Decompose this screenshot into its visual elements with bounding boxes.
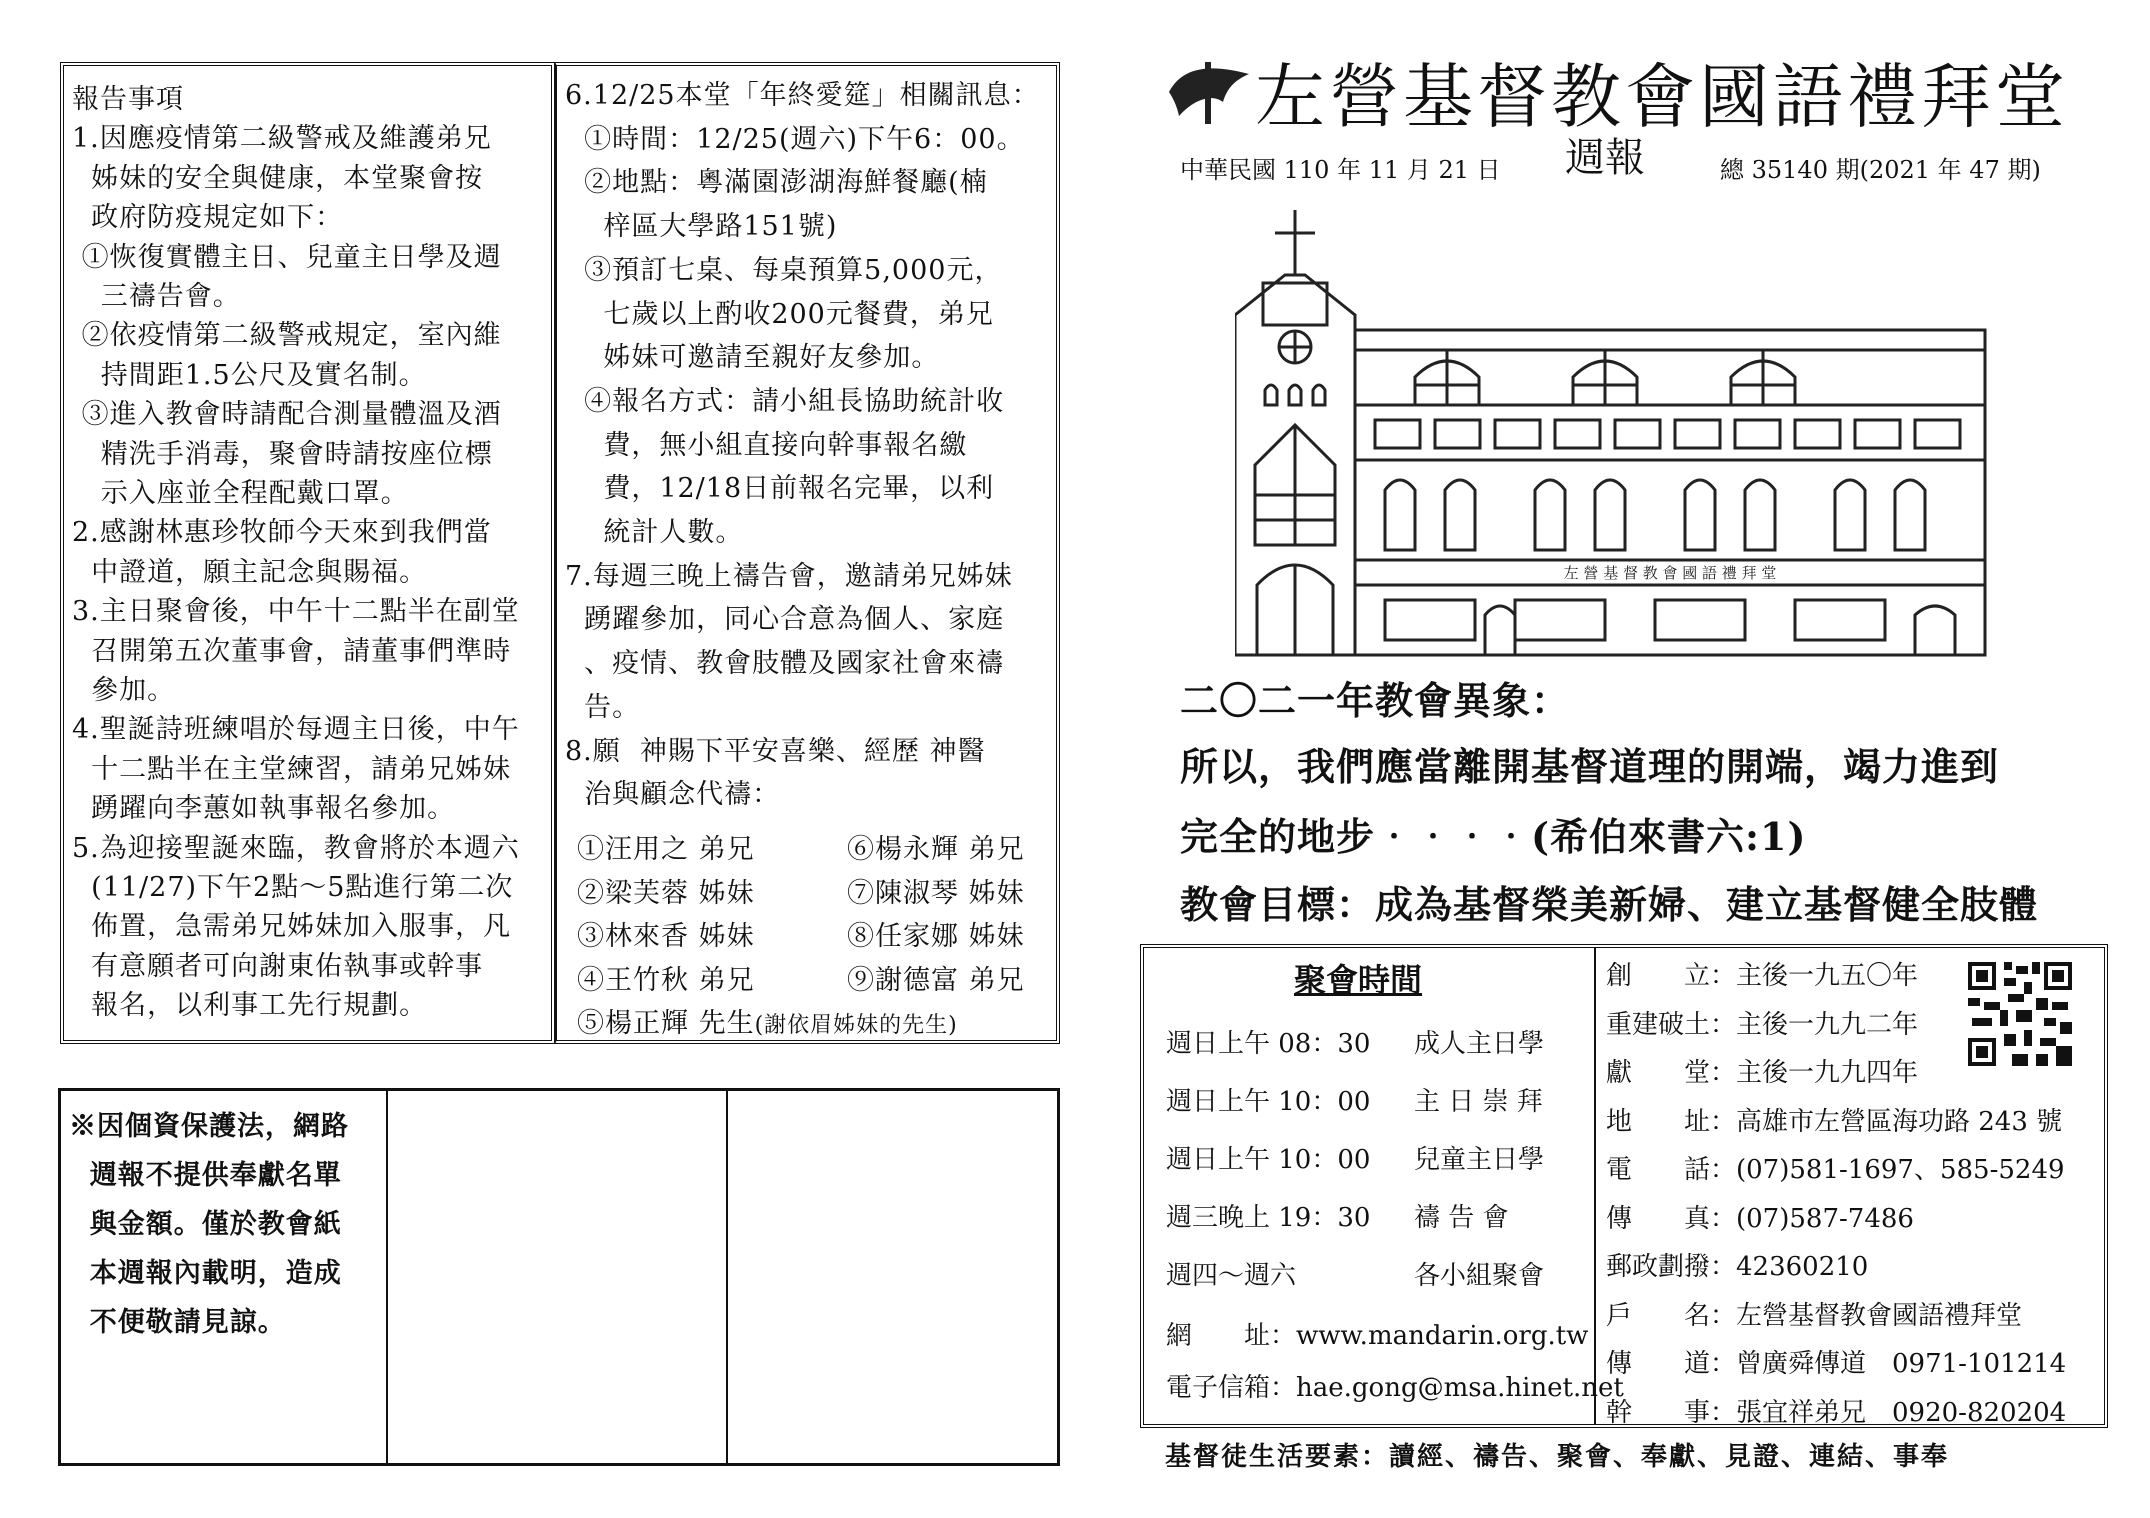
announcement-line: ②地點：粵滿園澎湖海鮮餐廳(楠 <box>565 167 988 199</box>
church-info-line: 幹 事：張宜祥弟兄 0920-820204 <box>1606 1397 2067 1428</box>
announcement-line: 1.因應疫情第二級警戒及維護弟兄 <box>72 123 492 155</box>
announcement-line: 有意願者可向謝東佑執事或幹事 <box>72 950 484 982</box>
prayer-last: ⑤楊正輝 先生(謝依眉姊妹的先生) <box>577 1008 958 1039</box>
announcement-line: ③進入教會時請配合測量體溫及酒 <box>72 399 502 431</box>
church-logo-icon <box>1165 58 1253 128</box>
announcement-line: ②依疫情第二級警戒規定，室內維 <box>72 320 502 352</box>
announcement-line: 七歲以上酌收200元餐費，弟兄 <box>565 298 994 330</box>
announcement-line: (11/27)下午2點～5點進行第二次 <box>72 872 514 903</box>
privacy-notice-line: ※因個資保護法，網路 <box>69 1111 349 1142</box>
announcement-line: 踴躍參加，同心合意為個人、家庭 <box>565 604 1005 636</box>
church-info-line: 重建破土：主後一九九二年 <box>1606 1009 1919 1040</box>
announcement-line: 召開第五次董事會，請董事們準時 <box>72 635 512 667</box>
announcement-line: 踴躍向李蕙如執事報名參加。 <box>72 793 456 825</box>
announcement-line: 報告事項 <box>72 84 184 115</box>
announcement-line: 統計人數。 <box>565 517 744 548</box>
schedule-time: 週日上午 10：00 <box>1166 1087 1371 1117</box>
announcement-line: 5.為迎接聖誕來臨，教會將於本週六 <box>72 832 520 864</box>
prayer-item: ①汪用之 弟兄 <box>577 834 755 865</box>
announcement-line: 參加。 <box>72 675 176 706</box>
announcement-line: 持間距1.5公尺及實名制。 <box>72 359 427 391</box>
vision-line1: 所以，我們應當離開基督道理的開端，竭力進到 <box>1180 744 2000 789</box>
church-title: 左營基督教會國語禮拜堂 <box>1255 56 2069 138</box>
privacy-notice-line: 本週報內載明，造成 <box>69 1258 342 1289</box>
christian-life-essentials: 基督徒生活要素：讀經、禱告、聚會、奉獻、見證、連結、事奉 <box>1165 1442 1950 1472</box>
announcement-line: 告。 <box>565 691 641 723</box>
prayer-item: ⑦陳淑琴 姊妹 <box>847 877 1025 909</box>
announcement-line: 政府防疫規定如下： <box>72 202 344 234</box>
vision-line2: 完全的地步‧‧‧‧(希伯來書六:1) <box>1180 814 1807 859</box>
announcement-line: 精洗手消毒，聚會時請按座位標 <box>72 438 493 470</box>
bulletin-issue: 總 35140 期(2021 年 47 期) <box>1720 156 2041 184</box>
announcement-line: 3.主日聚會後，中午十二點半在副堂 <box>72 596 520 628</box>
announcement-line: 梓區大學路151號) <box>565 211 838 243</box>
schedule-event: 兒童主日學 <box>1414 1145 1545 1175</box>
announcement-line: 中證道，願主記念與賜福。 <box>72 556 428 588</box>
vision-heading: 二〇二一年教會異象： <box>1180 678 1571 723</box>
announcement-line: 示入座並全程配戴口罩。 <box>72 478 409 509</box>
schedule-event: 主 日 崇 拜 <box>1414 1087 1543 1117</box>
announcement-line: 十二點半在主堂練習，請弟兄姊妹 <box>72 753 512 785</box>
privacy-notice-line: 不便敬請見諒。 <box>69 1307 286 1338</box>
church-info-line: 電 話：(07)581-1697、585-5249 <box>1606 1155 2065 1185</box>
announcement-line: 費，無小組直接向幹事報名繳 <box>565 429 968 461</box>
schedule-time: 週三晚上 19：30 <box>1166 1203 1371 1233</box>
prayer-item: ⑥楊永輝 弟兄 <box>847 834 1025 865</box>
announcement-line: 治與顧念代禱： <box>565 779 781 811</box>
announcement-line: 6.12/25本堂「年終愛筵」相關訊息： <box>565 80 1040 111</box>
announcement-line: 、疫情、教會肢體及國家社會來禱 <box>565 648 1005 680</box>
schedule-time: 週日上午 10：00 <box>1166 1145 1371 1175</box>
prayer-item: ③林來香 姊妹 <box>577 921 755 953</box>
schedule-event: 各小組聚會 <box>1414 1261 1545 1291</box>
announcement-line: 2.感謝林惠珍牧師今天來到我們當 <box>72 517 492 549</box>
bulletin-date: 中華民國 110 年 11 月 21 日 <box>1180 156 1501 184</box>
prayer-item: ⑨謝德富 弟兄 <box>847 964 1025 996</box>
announcements-left <box>60 62 555 1044</box>
schedule-time: 週日上午 08：30 <box>1166 1029 1371 1059</box>
church-goal: 教會目標：成為基督榮美新婦、建立基督健全肢體 <box>1180 882 2039 927</box>
church-info-line: 創 立：主後一九五〇年 <box>1606 961 1919 991</box>
qr-code-icon <box>1964 958 2076 1070</box>
prayer-item: ④王竹秋 弟兄 <box>577 964 755 996</box>
announcement-line: ①時間：12/25(週六)下午6：00。 <box>565 123 1025 155</box>
building-sign: 左 營 基 督 教 會 國 語 禮 拜 堂 <box>1563 564 1777 582</box>
prayer-item: ②梁芙蓉 姊妹 <box>577 877 755 909</box>
privacy-notice-line: 與金額。僅於教會紙 <box>69 1209 342 1240</box>
announcement-line: 8.願 神賜下平安喜樂、經歷 神醫 <box>565 735 986 767</box>
church-info-line: 傳 真：(07)587-7486 <box>1606 1203 1914 1234</box>
announcement-line: 姊妹可邀請至親好友參加。 <box>565 342 940 374</box>
church-info-line: 地 址：高雄市左營區海功路 243 號 <box>1606 1106 2063 1137</box>
announcement-line: ①恢復實體主日、兒童主日學及週 <box>72 241 502 273</box>
schedule-event: 成人主日學 <box>1414 1029 1545 1059</box>
announcement-line: 佈置，急需弟兄姊妹加入服事，凡 <box>72 911 512 943</box>
announcement-line: 7.每週三晚上禱告會，邀請弟兄姊妹 <box>565 560 1013 592</box>
announcement-line: 三禱告會。 <box>72 281 241 312</box>
church-info-line: 獻 堂：主後一九九四年 <box>1606 1058 1919 1088</box>
schedule-heading: 聚會時間 <box>1294 961 1423 999</box>
church-info-line: 戶 名：左營基督教會國語禮拜堂 <box>1606 1300 2023 1331</box>
schedule-info-box <box>1140 944 2108 1428</box>
announcement-line: 費，12/18日前報名完畢，以利 <box>565 473 995 505</box>
church-info-line: 傳 道：曾廣舜傳道 0971-101214 <box>1606 1349 2067 1379</box>
announcement-line: ④報名方式：請小組長協助統計收 <box>565 385 1005 417</box>
email[interactable]: 電子信箱：hae.gong@msa.hinet.net <box>1166 1373 1624 1403</box>
announcement-line: 4.聖誕詩班練唱於每週主日後，中午 <box>72 714 520 746</box>
church-info-line: 郵政劃撥：42360210 <box>1606 1252 1869 1282</box>
announcement-line: 報名，以利事工先行規劃。 <box>72 990 428 1022</box>
schedule-time: 週四～週六 <box>1166 1261 1297 1291</box>
bulletin-label: 週報 <box>1565 135 1645 181</box>
prayer-item: ⑧任家娜 姊妹 <box>847 921 1025 953</box>
schedule-event: 禱 告 會 <box>1414 1203 1509 1233</box>
announcements-right <box>555 62 1060 1044</box>
privacy-notice-line: 週報不提供奉獻名單 <box>69 1160 342 1191</box>
church-building-illustration <box>1235 205 1995 660</box>
offering-box <box>58 1088 1060 1466</box>
website[interactable]: 網 址：www.mandarin.org.tw <box>1166 1321 1589 1351</box>
announcement-line: 姊妹的安全與健康，本堂聚會按 <box>72 162 484 194</box>
announcement-line: ③預訂七桌、每桌預算5,000元， <box>565 254 1003 286</box>
